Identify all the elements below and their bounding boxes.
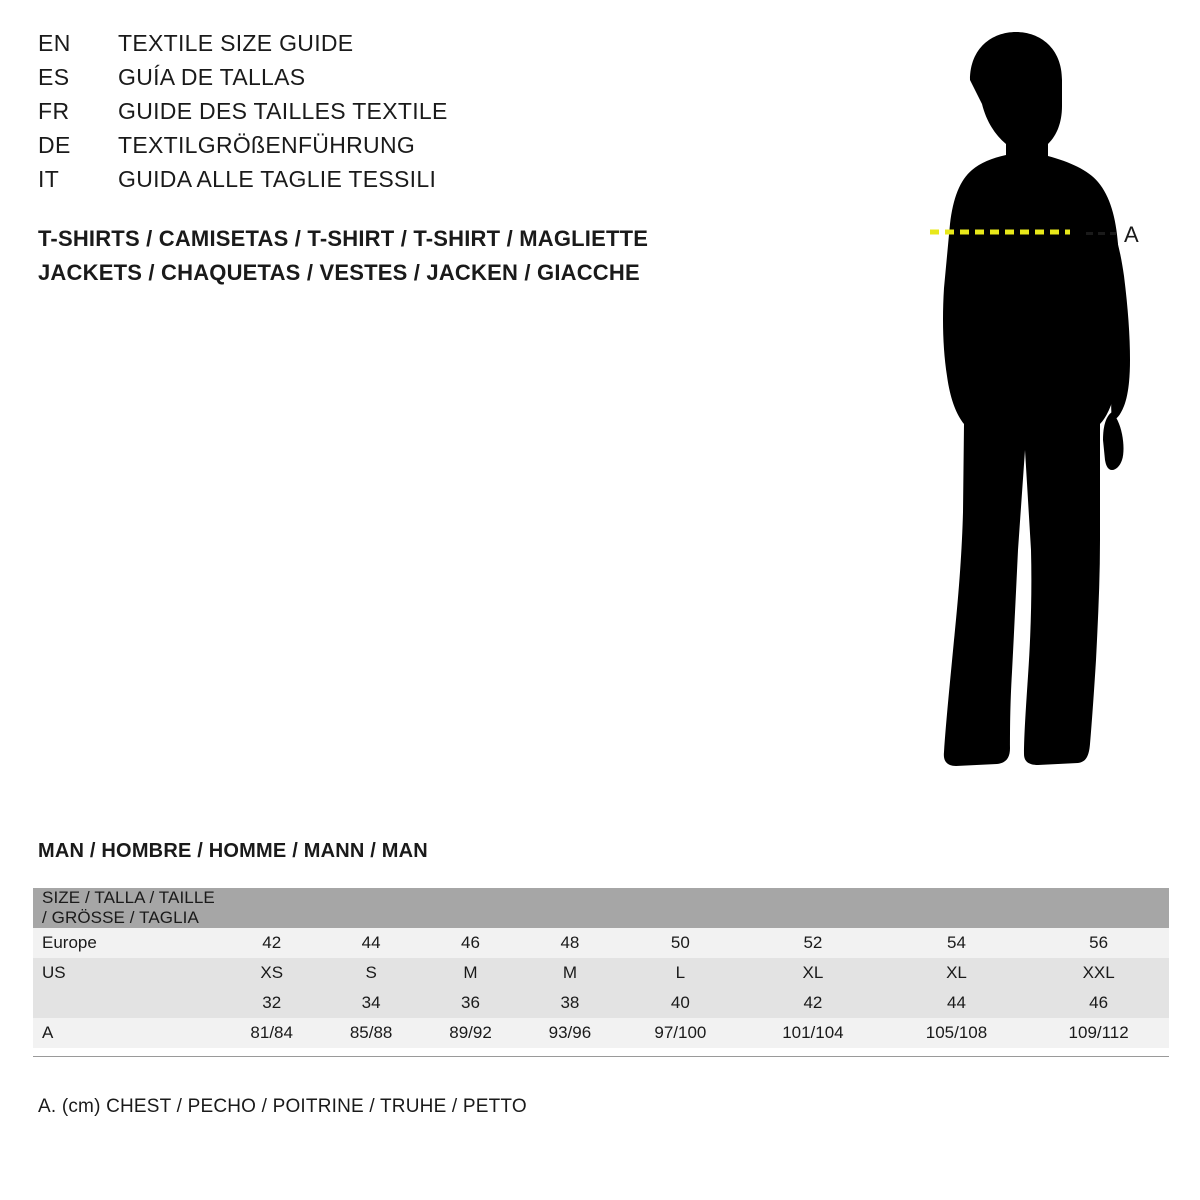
table-header-cell xyxy=(222,888,321,928)
size-table xyxy=(33,888,1169,1048)
language-title: GUIDA ALLE TAGLIE TESSILI xyxy=(118,166,437,192)
table-cell: 36 xyxy=(461,993,480,1012)
footnote-chest: A. (cm) CHEST / PECHO / POITRINE / TRUHE / PETTO xyxy=(38,1096,527,1117)
language-row xyxy=(38,132,738,166)
category-line-tshirts: T-SHIRTS / CAMISETAS / T-SHIRT / T-SHIRT / MAGLIETTE xyxy=(38,226,649,251)
table-cell: 32 xyxy=(262,993,282,1012)
language-title: TEXTILGRÖßENFÜHRUNG xyxy=(118,132,416,158)
measure-leader-dashes xyxy=(1086,232,1116,235)
language-code: ES xyxy=(38,64,70,90)
table-cell: 89/92 xyxy=(449,1023,492,1042)
table-cell: M xyxy=(562,963,577,982)
table-cell: 40 xyxy=(670,993,690,1012)
table-header-size-label: SIZE / TALLA / TAILLE / GRÖSSE / TAGLIA xyxy=(42,888,215,927)
table-cell: L xyxy=(675,963,686,982)
language-title: GUÍA DE TALLAS xyxy=(118,64,306,90)
table-cell: XL xyxy=(802,963,824,982)
table-cell: 81/84 xyxy=(250,1023,293,1042)
table-cell: 34 xyxy=(361,993,381,1012)
language-header-block xyxy=(38,30,738,200)
table-cell: 46 xyxy=(1089,993,1109,1012)
table-header-cell xyxy=(620,888,742,928)
table-cell: 38 xyxy=(560,993,580,1012)
language-code: IT xyxy=(38,166,60,192)
table-row xyxy=(33,1018,1169,1048)
table-cell: 50 xyxy=(670,933,690,952)
language-code: FR xyxy=(38,98,70,124)
table-cell: 44 xyxy=(947,993,966,1012)
table-header-cell xyxy=(1028,888,1169,928)
table-row xyxy=(33,958,1169,988)
table-header-cell xyxy=(421,888,520,928)
table-header-cell xyxy=(321,888,420,928)
table-cell: 56 xyxy=(1089,933,1109,952)
measure-label-a: A xyxy=(1124,222,1139,247)
table-cell: XXL xyxy=(1082,963,1115,982)
male-silhouette-figure xyxy=(820,20,1180,800)
table-header-cell xyxy=(741,888,885,928)
row-label: A xyxy=(42,1023,54,1042)
language-row xyxy=(38,166,738,200)
table-cell: XS xyxy=(260,963,284,982)
language-row xyxy=(38,98,738,132)
category-line-jackets: JACKETS / CHAQUETAS / VESTES / JACKEN / GIACCHE xyxy=(38,260,640,285)
row-label: US xyxy=(42,963,66,982)
table-cell: 54 xyxy=(947,933,966,952)
table-row xyxy=(33,928,1169,958)
table-cell: 46 xyxy=(461,933,480,952)
row-label: Europe xyxy=(42,933,97,952)
table-cell: S xyxy=(365,963,377,982)
silhouette-shape xyxy=(943,32,1130,766)
language-title: TEXTILE SIZE GUIDE xyxy=(118,30,354,56)
table-cell: 44 xyxy=(361,933,381,952)
language-row xyxy=(38,64,738,98)
section-title-man: MAN / HOMBRE / HOMME / MANN / MAN xyxy=(38,840,428,862)
table-cell: 85/88 xyxy=(349,1023,393,1042)
table-cell: XL xyxy=(946,963,967,982)
table-cell: M xyxy=(463,963,478,982)
table-cell: 42 xyxy=(803,993,823,1012)
table-cell: 42 xyxy=(262,933,282,952)
row-label xyxy=(33,988,222,1018)
language-title: GUIDE DES TAILLES TEXTILE xyxy=(118,98,448,124)
table-cell: 101/104 xyxy=(782,1023,844,1042)
category-block xyxy=(38,222,798,290)
table-cell: 48 xyxy=(560,933,580,952)
table-header-cell xyxy=(520,888,619,928)
table-row xyxy=(33,988,1169,1018)
table-header-cell xyxy=(885,888,1029,928)
table-cell: 109/112 xyxy=(1068,1023,1129,1042)
table-cell: 97/100 xyxy=(654,1023,707,1042)
table-cell: 52 xyxy=(803,933,823,952)
table-cell: 105/108 xyxy=(925,1023,988,1042)
language-row xyxy=(38,30,738,64)
language-code: DE xyxy=(38,132,71,158)
table-header-row xyxy=(33,888,1169,928)
table-cell: 93/96 xyxy=(548,1023,592,1042)
table-bottom-divider xyxy=(33,1056,1169,1057)
language-code: EN xyxy=(38,30,71,56)
